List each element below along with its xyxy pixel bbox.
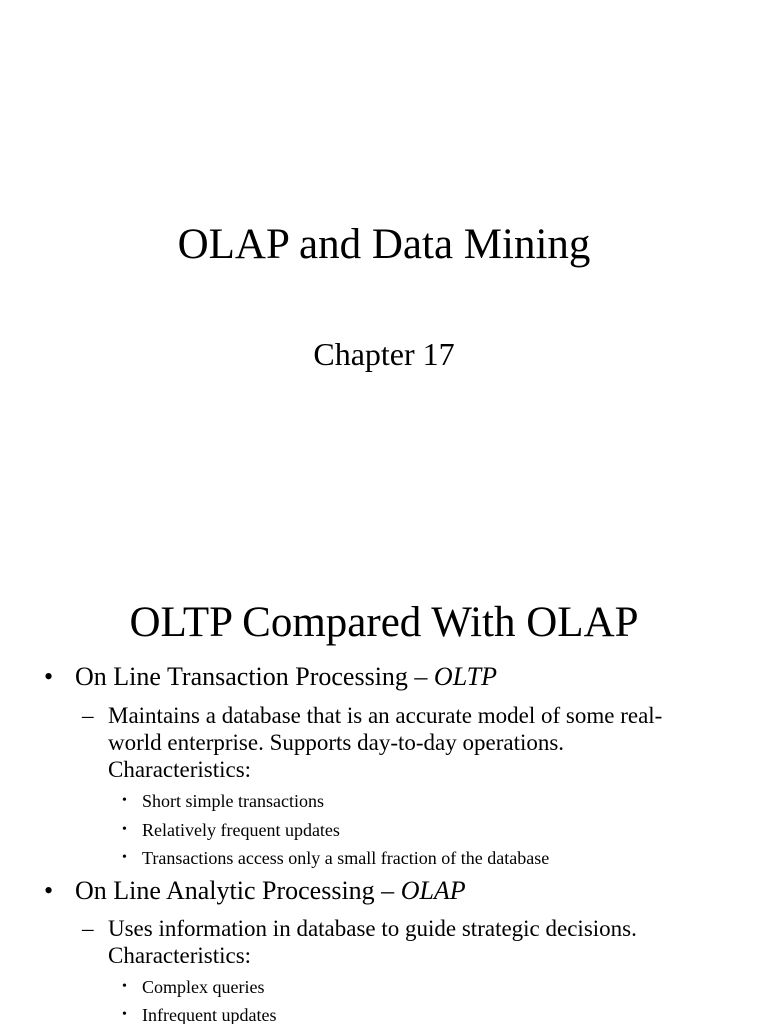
list-item-text: Complex queries (142, 977, 265, 997)
bullet-emphasis: OLAP (400, 876, 466, 905)
list-item-marker: • (122, 850, 127, 865)
bullet-text (75, 662, 497, 692)
list-item-text: Short simple transactions (142, 791, 324, 811)
list-item-marker: • (122, 1007, 127, 1022)
bullet-marker: • (44, 662, 54, 691)
list-item-text: Infrequent updates (142, 1005, 277, 1024)
bullet-marker: • (44, 876, 54, 905)
slide-subtitle: Chapter 17 (313, 336, 455, 372)
sub-bullet-olap-description (82, 915, 752, 969)
list-item-text: Transactions access only a small fraction of the database (142, 848, 550, 868)
list-item-marker: • (122, 793, 127, 808)
sub-bullet-line: world enterprise. Supports day-to-day operations. (108, 730, 565, 755)
sub-bullet-line: Characteristics: (108, 757, 252, 782)
bullet-label: On Line Analytic Processing – (75, 876, 401, 905)
slide-title: OLAP and Data Mining (177, 221, 591, 268)
slide-title: OLTP Compared With OLAP (129, 599, 639, 646)
sub-bullet-marker: – (82, 703, 94, 728)
bullet-text (75, 876, 466, 906)
bullet-emphasis: OLTP (433, 662, 497, 691)
content-slide (0, 512, 768, 1024)
sub-bullet-line: Maintains a database that is an accurate model of some real- (108, 703, 663, 728)
list-item-marker: • (122, 822, 127, 837)
sub-bullet-line: Uses information in database to guide strategic decisions. (108, 916, 637, 941)
sub-bullet-line: Characteristics: (108, 943, 252, 968)
sub-bullet-marker: – (82, 916, 94, 941)
list-item-text: Relatively frequent updates (142, 820, 340, 840)
list-item-marker: • (122, 979, 127, 994)
sub-bullet-oltp-description (82, 702, 752, 783)
bullet-label: On Line Transaction Processing – (75, 662, 434, 691)
